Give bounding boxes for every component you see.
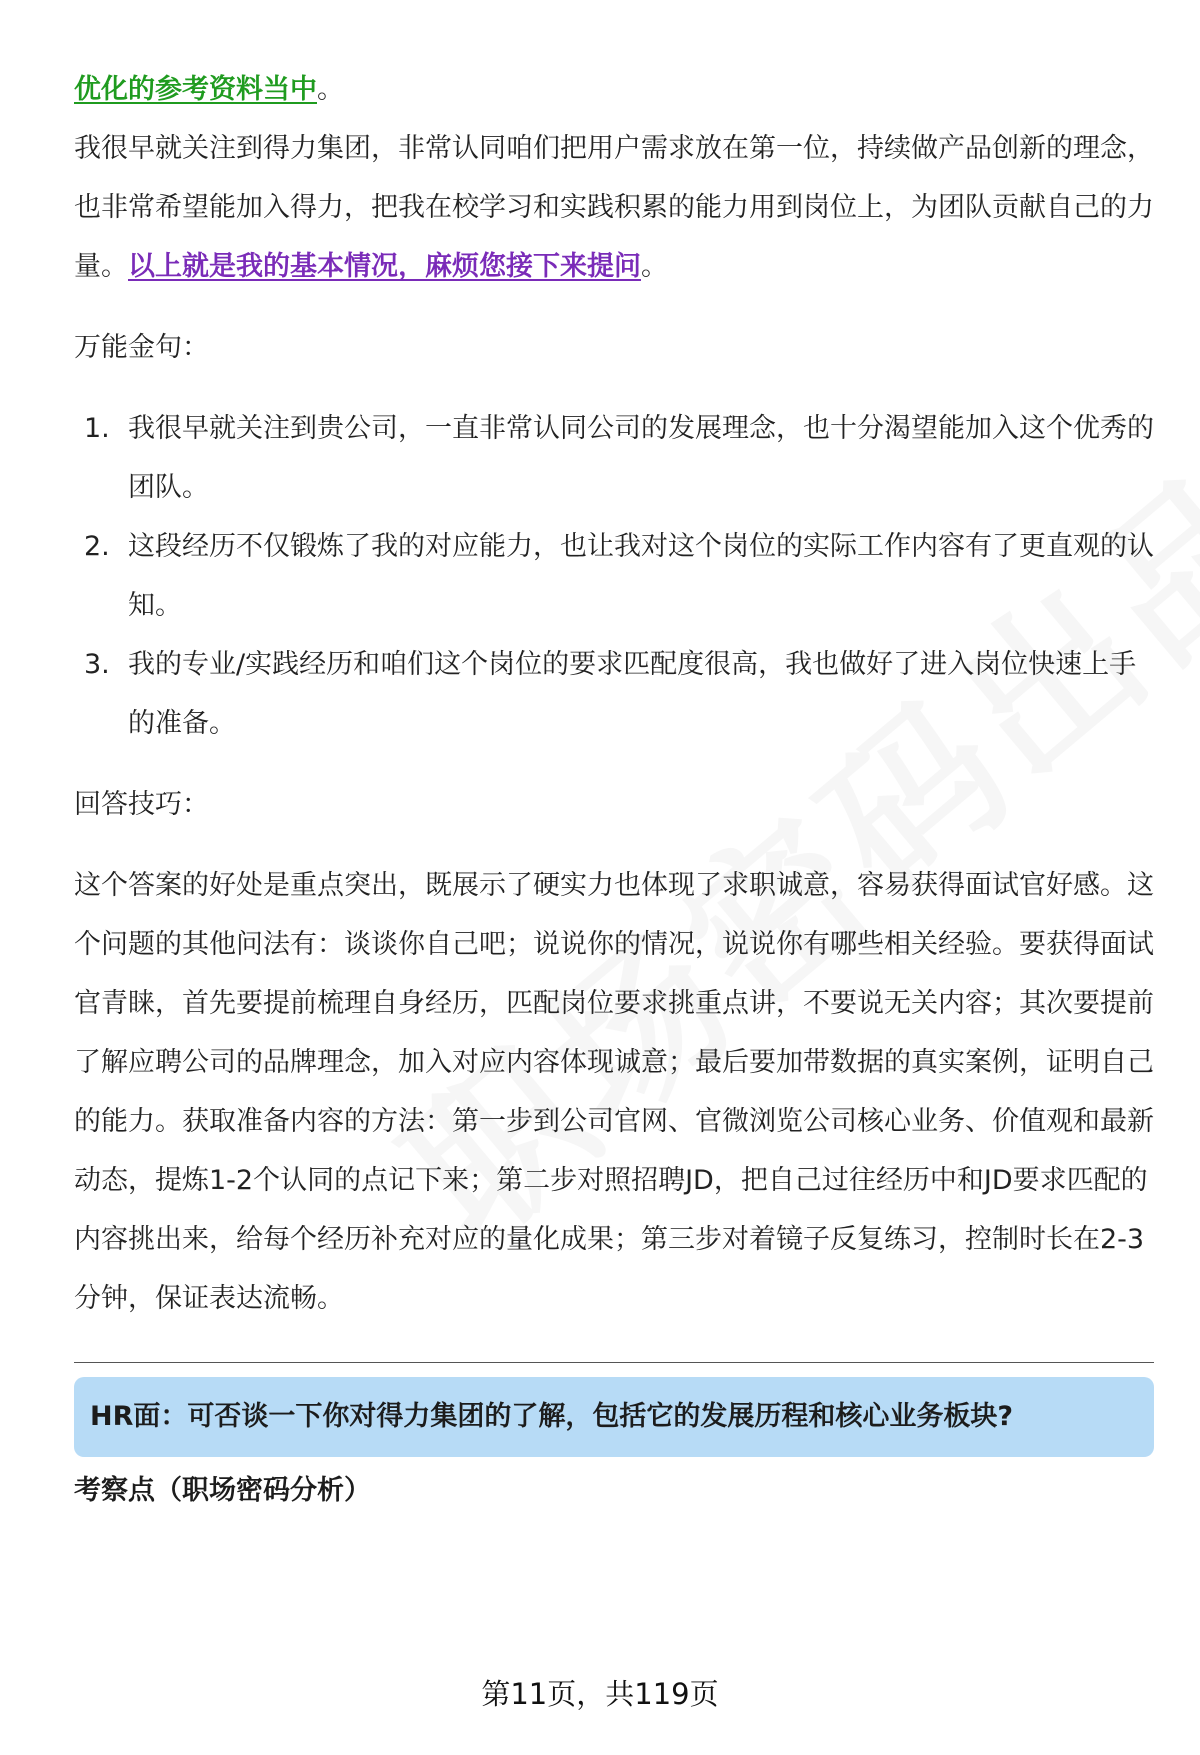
- list-item-text: 这段经历不仅锻炼了我的对应能力，也让我对这个岗位的实际工作内容有了更直观的认知。: [128, 531, 1154, 621]
- intro-paragraph: [74, 119, 1154, 296]
- assessment-title: 考察点（职场密码分析）: [74, 1475, 371, 1506]
- intro-first-line: [74, 60, 1154, 119]
- hr-question-text: HR面：可否谈一下你对得力集团的了解，包括它的发展历程和核心业务板块?: [90, 1401, 1014, 1432]
- list-item-text: 我的专业/实践经历和咱们这个岗位的要求匹配度很高，我也做好了进入岗位快速上手的准备。: [128, 649, 1137, 739]
- intro-paragraph-text: 我很早就关注到得力集团，非常认同咱们把用户需求放在第一位，持续做产品创新的理念，也非常希望能加入得力，把我在校学习和实践积累的能力用到岗位上，为团队贡献自己的力量。: [74, 133, 1154, 282]
- document-page: [74, 60, 1154, 1513]
- list-number: 2.: [84, 531, 110, 562]
- list-item: [74, 635, 1154, 753]
- tips-heading: 回答技巧：: [74, 789, 209, 820]
- list-number: 1.: [84, 413, 110, 444]
- hr-question-box: [74, 1377, 1154, 1457]
- tips-paragraph: 这个答案的好处是重点突出，既展示了硬实力也体现了求职诚意，容易获得面试官好感。这个问题的其他问法有：谈谈你自己吧；说说你的情况，说说你有哪些相关经验。要获得面试官青睐，首先要提前梳理自身经历，匹配岗位要求挑重点讲，不要说无关内容；其次要提前了解应聘公司的品牌理念，加入对应内容体现诚意；最后要加带数据的真实案例，证明自己的能力。获取准备内容的方法：第一步到公司官网、官微浏览公司核心业务、价值观和最新动态，提炼1-2个认同的点记下来；第二步对照招聘JD，把自己过往经历中和JD要求匹配的内容挑出来，给每个经历补充对应的量化成果；第三步对着镜子反复练习，控制时长在2-3分钟，保证表达流畅。: [74, 870, 1154, 1314]
- page-footer: 第11页，共119页: [481, 1677, 719, 1711]
- list-item-text: 我很早就关注到贵公司，一直非常认同公司的发展理念，也十分渴望能加入这个优秀的团队。: [128, 413, 1154, 503]
- intro-paragraph-end: 。: [641, 251, 668, 282]
- list-item: [74, 517, 1154, 635]
- list-number: 3.: [84, 649, 110, 680]
- golden-phrases-heading: 万能金句：: [74, 332, 209, 363]
- reference-link[interactable]: 优化的参考资料当中: [74, 74, 317, 105]
- golden-phrases-list: [74, 399, 1154, 753]
- list-item: [74, 399, 1154, 517]
- ask-question-link[interactable]: 以上就是我的基本情况，麻烦您接下来提问: [128, 251, 641, 282]
- intro-first-line-end: 。: [317, 74, 344, 105]
